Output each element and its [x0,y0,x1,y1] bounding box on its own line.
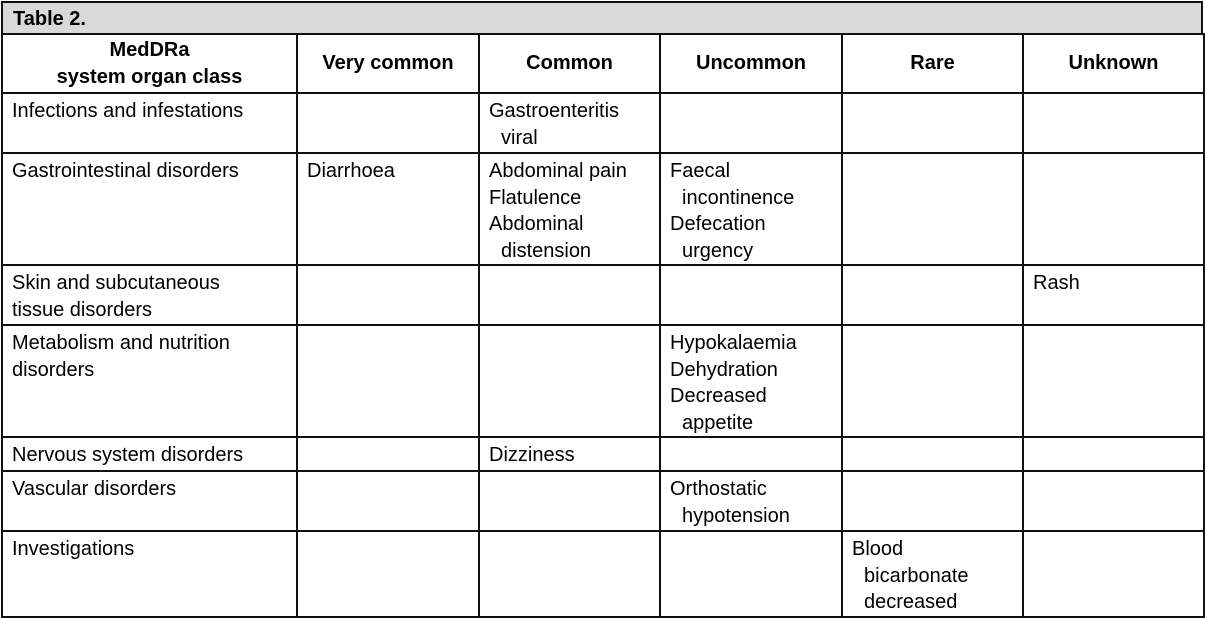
cell-unknown [1023,153,1204,265]
cell-uncommon [660,153,842,265]
table-row [2,531,1204,617]
cell-common [479,437,660,471]
cell-text: hypotension [682,504,790,527]
cell-text: tissue disorders [12,298,153,321]
cell-system-organ-class [2,265,297,325]
header-unknown: Unknown [1023,34,1204,93]
cell-system-organ-class [2,437,297,471]
cell-unknown [1023,93,1204,153]
cell-system-organ-class [2,471,297,531]
header-system-organ-class [2,34,297,93]
adverse-reactions-table [1,33,1205,618]
cell-text: Vascular disorders [12,478,177,500]
cell-very-common [297,265,479,325]
cell-very-common [297,153,479,265]
cell-text: urgency [682,239,754,262]
cell-text: Hypokalaemia [670,332,797,354]
cell-uncommon [660,437,842,471]
cell-unknown [1023,471,1204,531]
cell-text: distension [501,239,592,262]
table-row [2,93,1204,153]
cell-rare [842,437,1023,471]
header-label: system organ class [56,65,243,88]
header-uncommon: Uncommon [660,34,842,93]
cell-system-organ-class [2,153,297,265]
cell-text: Rash [1033,272,1080,294]
cell-text: bicarbonate [864,564,969,587]
cell-unknown [1023,437,1204,471]
cell-text: Flatulence [489,186,582,209]
cell-uncommon [660,265,842,325]
cell-text: Infections and infestations [12,100,244,122]
cell-common [479,265,660,325]
cell-text: Gastroenteritis [489,100,620,122]
cell-very-common [297,93,479,153]
header-very-common: Very common [297,34,479,93]
cell-uncommon [660,325,842,437]
cell-text: Abdominal [489,213,584,235]
cell-common [479,325,660,437]
cell-text: appetite [682,411,754,434]
cell-text: Dizziness [489,444,575,466]
cell-uncommon [660,531,842,617]
cell-text: incontinence [682,186,795,209]
table-row [2,437,1204,471]
cell-system-organ-class [2,93,297,153]
cell-text: decreased [864,591,958,613]
cell-very-common [297,531,479,617]
header-rare: Rare [842,34,1023,93]
cell-system-organ-class [2,531,297,617]
table-body [2,93,1204,617]
cell-text: Diarrhoea [307,160,395,182]
cell-rare [842,153,1023,265]
cell-text: viral [501,126,538,149]
cell-common [479,531,660,617]
cell-rare [842,265,1023,325]
cell-unknown [1023,325,1204,437]
cell-very-common [297,325,479,437]
cell-rare [842,93,1023,153]
cell-text: Nervous system disorders [12,444,244,466]
cell-uncommon [660,93,842,153]
cell-text: Investigations [12,538,135,560]
header-label: MedDRa [109,39,190,61]
cell-text: Faecal [670,160,731,182]
cell-text: Gastrointestinal disorders [12,160,239,182]
cell-common [479,471,660,531]
cell-very-common [297,471,479,531]
table-container [1,1,1203,618]
table-row [2,471,1204,531]
cell-text: Skin and subcutaneous [12,272,220,294]
cell-text: Defecation [670,213,766,235]
cell-text: Metabolism and nutrition [12,332,230,354]
cell-common [479,153,660,265]
table-row [2,265,1204,325]
cell-uncommon [660,471,842,531]
cell-text: Decreased [670,385,767,407]
cell-system-organ-class [2,325,297,437]
table-row [2,153,1204,265]
cell-rare [842,531,1023,617]
cell-text: Blood [852,538,904,560]
cell-unknown [1023,265,1204,325]
cell-very-common [297,437,479,471]
cell-unknown [1023,531,1204,617]
cell-text: Dehydration [670,358,778,381]
header-common: Common [479,34,660,93]
cell-common [479,93,660,153]
cell-text: Abdominal pain [489,160,627,182]
cell-text: Orthostatic [670,478,767,500]
header-row [2,34,1204,93]
cell-rare [842,325,1023,437]
table-row [2,325,1204,437]
cell-rare [842,471,1023,531]
cell-text: disorders [12,358,95,381]
table-title: Table 2. [1,1,1203,33]
